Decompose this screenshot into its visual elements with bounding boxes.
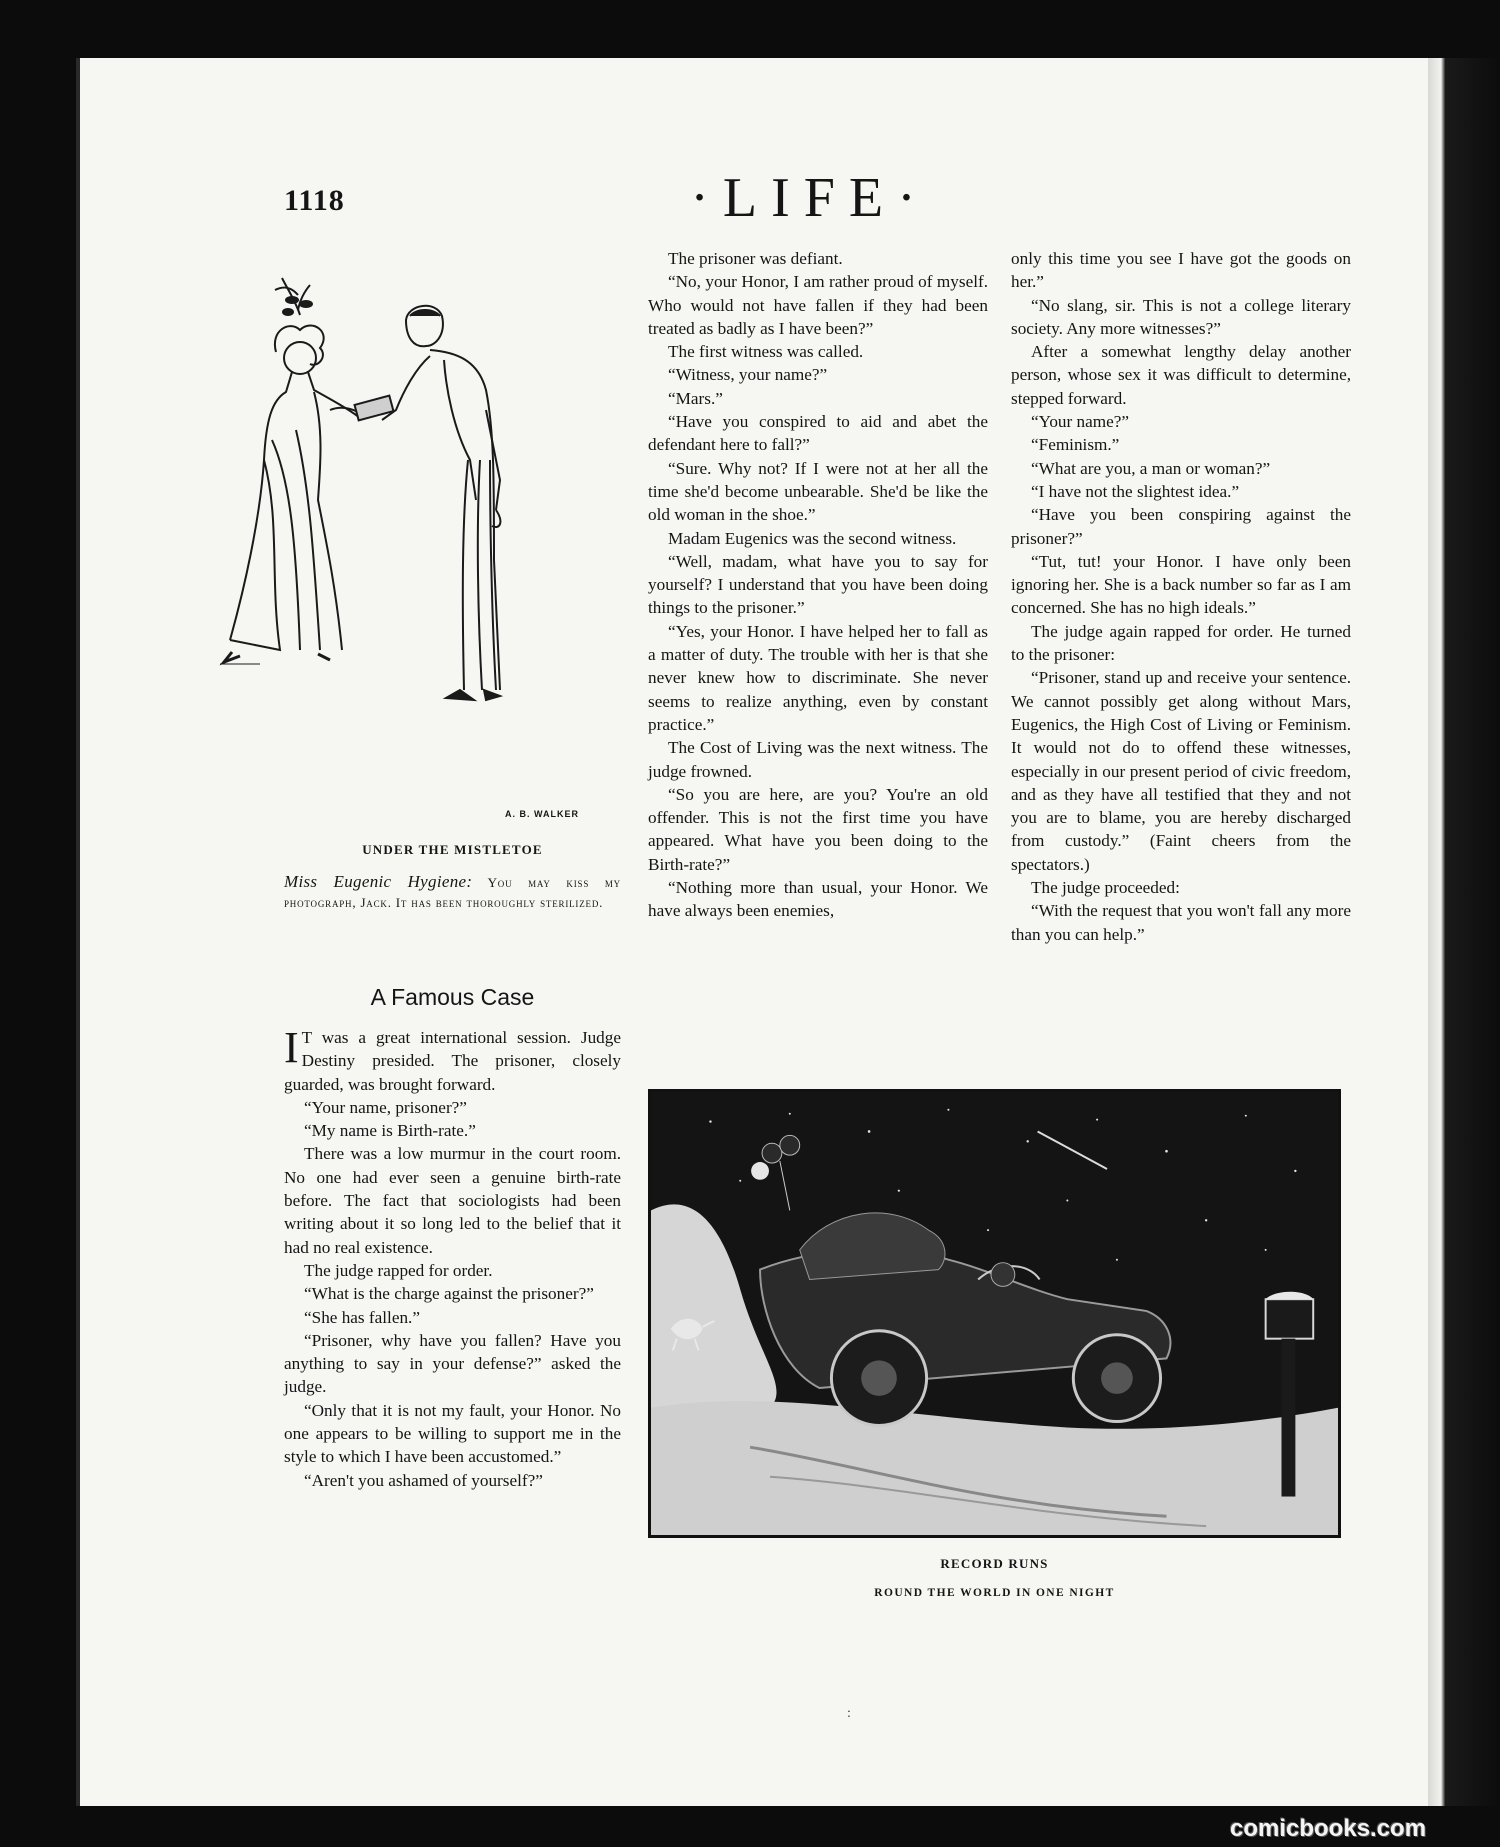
margin-mark: : [847, 1706, 851, 1721]
article-paragraph: Madam Eugenics was the second witness. [668, 528, 957, 548]
masthead-title: ·LIFE· [690, 167, 930, 229]
article-paragraph: “Prisoner, stand up and receive your sentence. We cannot possibly get along without Mars, Eugenics, the High Cost of Living or Feminism. It would not do to offend these witnesses, especially in our present period of civic freedom, and as they have all testified that they and not you are to blame, you are hereby discharged from custody.” (Faint cheers from the spectators.) [1011, 668, 1351, 874]
article-paragraph: “Feminism.” [1031, 435, 1120, 455]
article-paragraph: I T was a great international session. Judge Destiny presided. The prisoner, closely guarded, was brought forward. [284, 1023, 621, 1094]
article-paragraph: “Nothing more than usual, your Honor. We have always been enemies, [648, 878, 988, 921]
article-paragraph: “Your name?” [1031, 412, 1130, 432]
article-paragraph: After a somewhat lengthy delay another person, whose sex it was difficult to determine, stepped forward. [1011, 342, 1351, 408]
article-paragraph: “Well, madam, what have you to say for yourself? I understand that you have been doing things to the prisoner.” [648, 551, 988, 618]
man-figure [382, 306, 500, 700]
cartoon-caption-text: You may kiss my photograph, Jack. It has been thoroughly sterilized. [284, 875, 621, 910]
article-paragraph: “I have not the slightest idea.” [1031, 481, 1240, 501]
article-paragraph: The first witness was called. [668, 342, 864, 362]
article-paragraph: “No slang, sir. This is not a college literary society. Any more witnesses?” [1011, 295, 1351, 338]
article-paragraph: “What are you, a man or woman?” [1031, 458, 1271, 478]
drop-cap: I [284, 1023, 299, 1072]
article-paragraph: “Have you been conspiring against the prisoner?” [1011, 505, 1351, 548]
article-paragraph: “Yes, your Honor. I have helped her to fall as a matter of duty. The trouble with her is that she never knew how to discriminate. She never seems to realize anything, even by constant practice.” [648, 621, 988, 734]
cartoon-speaker: Miss Eugenic Hygiene: [284, 872, 473, 891]
cartoon-caption [284, 872, 621, 913]
article-paragraph: “Aren't you ashamed of yourself?” [304, 1470, 543, 1490]
cartoon-title: UNDER THE MISTLETOE [362, 842, 543, 857]
article-paragraph: “Mars.” [668, 388, 723, 408]
mistletoe-sprig [275, 278, 312, 315]
article-paragraph: “Only that it is not my fault, your Honor. No one appears to be willing to support me in the style to which I have been accustomed.” [284, 1400, 621, 1467]
article-paragraph: “Sure. Why not? If I were not at her all the time she'd become unbearable. She'd be like the old woman in the shoe.” [648, 458, 988, 525]
article-paragraph: The Cost of Living was the next witness. The judge frowned. [648, 738, 988, 781]
article-title: A Famous Case [370, 984, 535, 1010]
article-paragraph: “Your name, prisoner?” [304, 1097, 467, 1117]
article-paragraph: “What is the charge against the prisoner?” [304, 1284, 594, 1304]
article-paragraph: “Witness, your name?” [668, 365, 828, 385]
article-paragraph: only this time you see I have got the goods on her.” [1011, 249, 1351, 292]
article-paragraph: There was a low murmur in the court room. No one had ever seen a genuine birth-rate before. The fact that sociologists had been writing about it so long led to the belief that it had no real existence. [284, 1144, 621, 1257]
article-paragraph: The judge rapped for order. [304, 1260, 493, 1280]
record-runs-illustration [648, 1089, 1341, 1538]
article-column-3 [1011, 247, 1351, 946]
article-paragraph: “My name is Birth-rate.” [304, 1121, 476, 1141]
article-paragraph: “So you are here, are you? You're an old offender. This is not the first time you have appeared. What have you been doing to the Birth-rate?” [648, 784, 988, 874]
driver-head [991, 1263, 1015, 1287]
article-column-2 [648, 247, 988, 923]
article-paragraph: “Have you conspired to aid and abet the defendant here to fall?” [648, 412, 988, 455]
watermark: comicbooks.com [1230, 1815, 1427, 1842]
article-paragraph: “She has fallen.” [304, 1307, 420, 1327]
article-paragraph: The judge again rapped for order. He turned to the prisoner: [1011, 621, 1351, 665]
page-number: 1118 [284, 184, 345, 217]
article-paragraph: “With the request that you won't fall any more than you can help.” [1011, 901, 1351, 944]
article-paragraph: “Prisoner, why have you fallen? Have you anything to say in your defense?” asked the judge. [284, 1330, 621, 1397]
article-column-1 [284, 1023, 621, 1492]
artist-signature: A. B. WALKER [505, 809, 579, 819]
woman-figure [224, 325, 360, 662]
book-spine [1428, 58, 1500, 1806]
photo-subtitle: ROUND THE WORLD IN ONE NIGHT [874, 1587, 1115, 1599]
mistletoe-cartoon-illustration [200, 260, 640, 820]
photo-title: RECORD RUNS [940, 1556, 1049, 1571]
article-paragraph: The judge proceeded: [1031, 878, 1180, 898]
article-paragraph: “Tut, tut! your Honor. I have only been ignoring her. She is a back number so far as I am concerned. She has no high ideals.” [1011, 551, 1351, 618]
article-paragraph: The prisoner was defiant. [668, 249, 843, 268]
article-paragraph: “No, your Honor, I am rather proud of myself. Who would not have fallen if they had been treated as badly as I have been?” [648, 272, 988, 338]
